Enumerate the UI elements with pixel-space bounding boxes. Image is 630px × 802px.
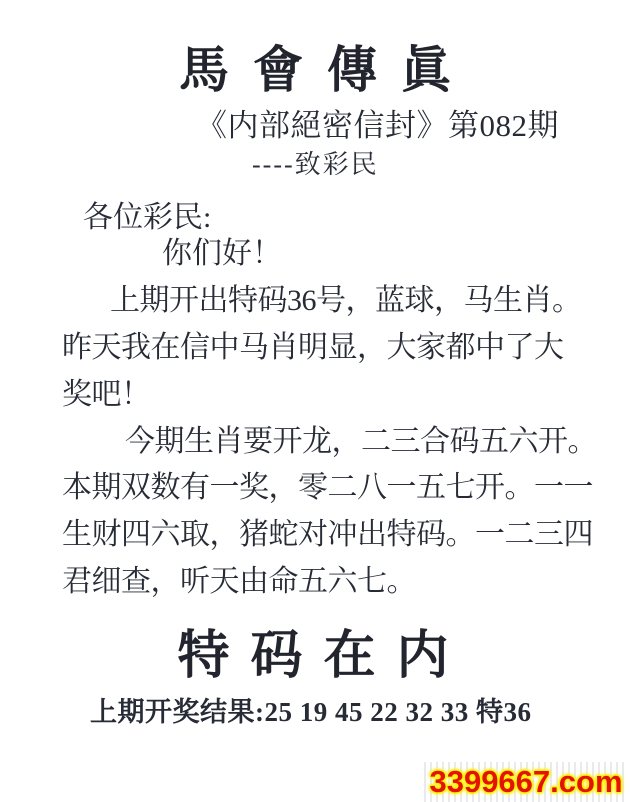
letter-line: 本期双数有一奖，零二八一五七开。一一 (62, 471, 593, 504)
document-title: 馬會傳眞 (179, 42, 475, 98)
site-watermark-url: 3399667.com (429, 764, 623, 799)
special-code-slogan: 特 码 在 内 (177, 628, 453, 685)
site-watermark (424, 762, 628, 802)
letter-salutation: 各位彩民: (83, 201, 212, 234)
letter-line: 君细查，听天由命五六七。 (62, 565, 416, 598)
document-subtitle-issue: 《内部絕密信封》第082期 (196, 108, 559, 143)
letter-line: 昨天我在信中马肖明显，大家都中了大 (62, 331, 564, 364)
letter-line: 生财四六取，猪蛇对冲出特码。一二三四 (62, 518, 593, 551)
letter-line-previous-special: 上期开出特码36号，蓝球，马生肖。 (110, 284, 582, 317)
letter-line-current-tip: 今期生肖要开龙，二三合码五六开。 (125, 425, 597, 458)
previous-draw-results: 上期开奖结果:25 19 45 22 32 33 特36 (90, 697, 532, 727)
letter-line: 奖吧！ (62, 378, 151, 411)
letter-greeting: 你们好！ (162, 237, 282, 270)
dedication-line: ----致彩民 (252, 150, 379, 179)
